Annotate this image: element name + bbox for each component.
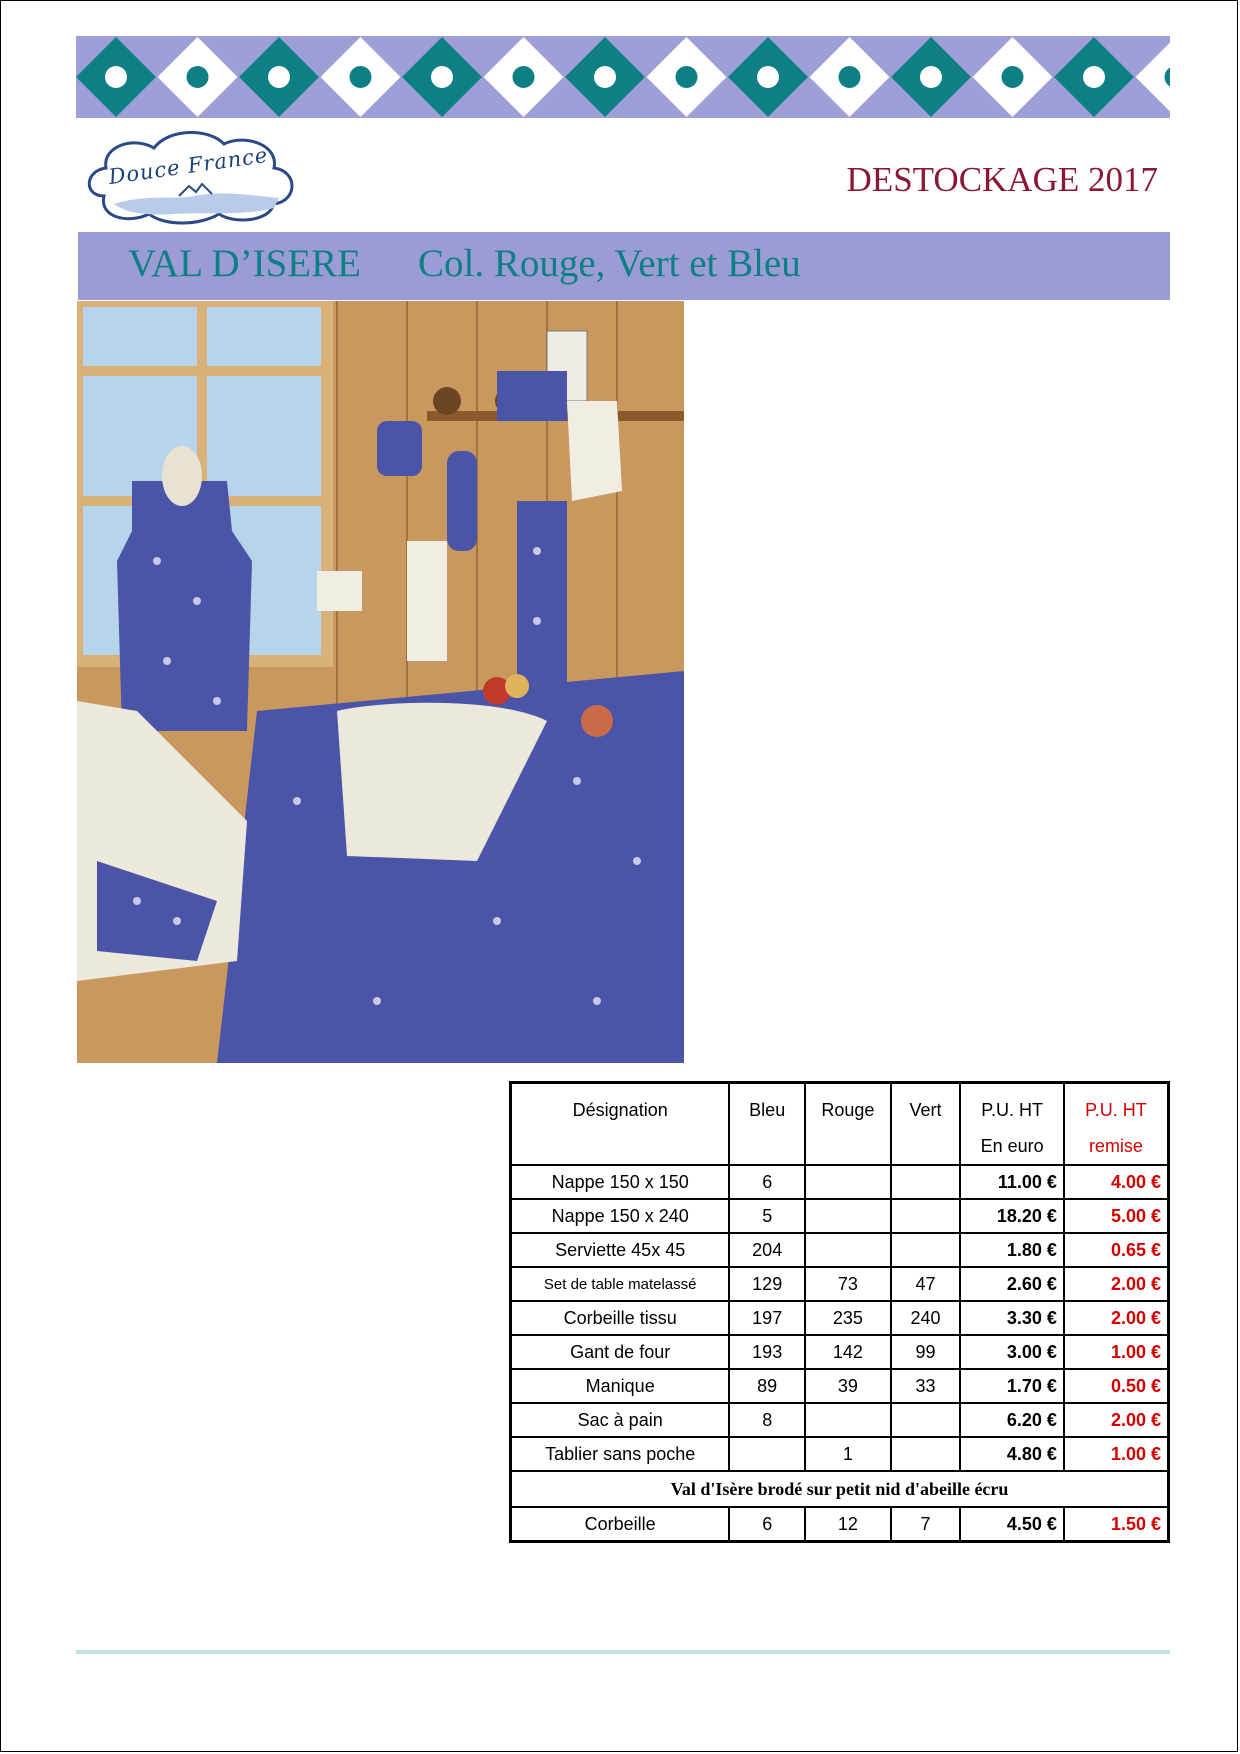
diamond-dot: [513, 66, 535, 88]
table-row: [511, 1301, 1169, 1335]
header-rouge: Rouge: [805, 1083, 891, 1166]
table-row: [511, 1267, 1169, 1301]
cell-designation: Tablier sans poche: [511, 1437, 730, 1471]
cell-pu-remise: 1.00 €: [1064, 1437, 1169, 1471]
cell-bleu: 6: [729, 1507, 805, 1542]
cell-bleu: 8: [729, 1403, 805, 1437]
diamond-dot: [105, 66, 127, 88]
cell-vert: 7: [891, 1507, 961, 1542]
cell-designation: Corbeille tissu: [511, 1301, 730, 1335]
cell-designation: Nappe 150 x 150: [511, 1165, 730, 1199]
cell-vert: [891, 1233, 961, 1267]
cell-pu-remise: 0.50 €: [1064, 1369, 1169, 1403]
cell-pu-remise: 2.00 €: [1064, 1403, 1169, 1437]
diamond-dot: [187, 66, 209, 88]
diamond-pattern: [76, 36, 1170, 118]
diamond-dot: [920, 66, 942, 88]
table-row: [511, 1233, 1169, 1267]
cell-designation: Gant de four: [511, 1335, 730, 1369]
cell-bleu: 129: [729, 1267, 805, 1301]
cell-pu-remise: 2.00 €: [1064, 1301, 1169, 1335]
cell-vert: [891, 1165, 961, 1199]
cell-designation: Corbeille: [511, 1507, 730, 1542]
table-row: [511, 1403, 1169, 1437]
cell-pu-remise: 4.00 €: [1064, 1165, 1169, 1199]
diamond-dot: [350, 66, 372, 88]
table-row: [511, 1437, 1169, 1471]
cell-pu-remise: 1.50 €: [1064, 1507, 1169, 1542]
cell-bleu: 6: [729, 1165, 805, 1199]
cell-designation: Manique: [511, 1369, 730, 1403]
table-row: [511, 1199, 1169, 1233]
cell-vert: 47: [891, 1267, 961, 1301]
cell-bleu: 5: [729, 1199, 805, 1233]
header-vert: Vert: [891, 1083, 961, 1166]
cell-pu-ht: 2.60 €: [960, 1267, 1064, 1301]
cell-rouge: [805, 1199, 891, 1233]
cell-rouge: 1: [805, 1437, 891, 1471]
kitchen-scene-image: [77, 301, 684, 1063]
cell-pu-remise: 0.65 €: [1064, 1233, 1169, 1267]
diamond-dot: [676, 66, 698, 88]
cell-rouge: 235: [805, 1301, 891, 1335]
cell-bleu: [729, 1437, 805, 1471]
cell-vert: [891, 1437, 961, 1471]
diamond-dot: [431, 66, 453, 88]
cell-pu-ht: 1.80 €: [960, 1233, 1064, 1267]
header-pu-ht: P.U. HT En euro: [960, 1083, 1064, 1166]
logo-text: Douce France: [107, 142, 270, 190]
cell-pu-ht: 11.00 €: [960, 1165, 1064, 1199]
cell-vert: [891, 1199, 961, 1233]
title-band: [78, 232, 1170, 300]
brand-logo: [84, 126, 298, 226]
cell-pu-ht: 4.50 €: [960, 1507, 1064, 1542]
destockage-heading: DESTOCKAGE 2017: [846, 160, 1158, 199]
cell-vert: 240: [891, 1301, 961, 1335]
cell-pu-remise: 1.00 €: [1064, 1335, 1169, 1369]
cell-vert: 99: [891, 1335, 961, 1369]
cell-designation: Serviette 45x 45: [511, 1233, 730, 1267]
cell-pu-ht: 3.30 €: [960, 1301, 1064, 1335]
section-row: [511, 1471, 1169, 1507]
cell-bleu: 204: [729, 1233, 805, 1267]
cell-pu-ht: 18.20 €: [960, 1199, 1064, 1233]
cell-bleu: 197: [729, 1301, 805, 1335]
collection-colors: Col. Rouge, Vert et Bleu: [418, 242, 801, 285]
header-bleu: Bleu: [729, 1083, 805, 1166]
collection-title: VAL D’ISERE: [128, 242, 361, 285]
diamond-dot: [1083, 66, 1105, 88]
cell-rouge: 73: [805, 1267, 891, 1301]
cell-bleu: 89: [729, 1369, 805, 1403]
diamond-dot: [757, 66, 779, 88]
diamond-dot: [268, 66, 290, 88]
price-table: [509, 1081, 1170, 1543]
cell-rouge: 12: [805, 1507, 891, 1542]
footer-divider: [76, 1650, 1170, 1654]
cell-pu-ht: 4.80 €: [960, 1437, 1064, 1471]
cell-designation: Nappe 150 x 240: [511, 1199, 730, 1233]
table-row: [511, 1335, 1169, 1369]
cell-rouge: 142: [805, 1335, 891, 1369]
decorative-band: [76, 36, 1170, 118]
diamond-dot: [1002, 66, 1024, 88]
cell-pu-remise: 5.00 €: [1064, 1199, 1169, 1233]
cell-bleu: 193: [729, 1335, 805, 1369]
table-row: [511, 1165, 1169, 1199]
diamond-dot: [594, 66, 616, 88]
cell-pu-ht: 1.70 €: [960, 1369, 1064, 1403]
cell-vert: 33: [891, 1369, 961, 1403]
diamond-dot: [839, 66, 861, 88]
cell-rouge: 39: [805, 1369, 891, 1403]
cell-designation: Set de table matelassé: [511, 1267, 730, 1301]
cell-rouge: [805, 1403, 891, 1437]
table-header-row: [511, 1083, 1169, 1166]
cell-rouge: [805, 1233, 891, 1267]
cell-pu-remise: 2.00 €: [1064, 1267, 1169, 1301]
cell-vert: [891, 1403, 961, 1437]
cell-designation: Sac à pain: [511, 1403, 730, 1437]
product-photo: [77, 301, 684, 1063]
section-title: Val d'Isère brodé sur petit nid d'abeille écru: [511, 1471, 1169, 1507]
header-designation: Désignation: [511, 1083, 730, 1166]
cell-rouge: [805, 1165, 891, 1199]
table-row: [511, 1369, 1169, 1403]
header-pu-remise: P.U. HT remise: [1064, 1083, 1169, 1166]
cell-pu-ht: 3.00 €: [960, 1335, 1064, 1369]
cell-pu-ht: 6.20 €: [960, 1403, 1064, 1437]
table-row: [511, 1507, 1169, 1542]
